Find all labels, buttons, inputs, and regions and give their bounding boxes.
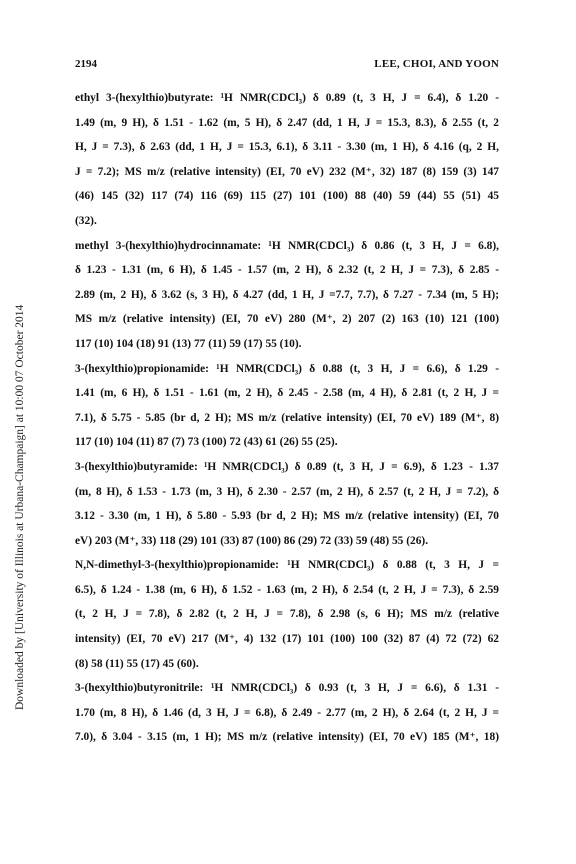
compound-name: N,N-dimethyl-3-(hexylthio)propionamide:: [75, 559, 279, 572]
line-text: ¹H NMR(CDCl₃) δ 0.93 (t, 3 H, J = 6.6), δ 1.31 -: [203, 682, 499, 695]
compound-entry: [75, 357, 499, 455]
page-header: [75, 58, 499, 74]
text-line: [75, 234, 499, 259]
text-line: (46) 145 (32) 117 (74) 116 (69) 115 (27) 101 (100) 88 (40) 59 (44) 55 (51) 45: [75, 190, 499, 203]
text-line: 1.70 (m, 8 H), δ 1.46 (d, 3 H, J = 6.8), δ 2.49 - 2.77 (m, 2 H), δ 2.64 (t, 2 H, J =: [75, 706, 499, 719]
text-line: 6.5), δ 1.24 - 1.38 (m, 6 H), δ 1.52 - 1.63 (m, 2 H), δ 2.54 (t, 2 H, J = 7.3), δ 2.59: [75, 583, 499, 596]
compound-entry: [75, 455, 499, 553]
text-line: [75, 455, 499, 480]
download-notice: Downloaded by [University of Illinois at Urbana-Champaign] at 10:00 07 October 2014: [14, 304, 26, 710]
compound-name: methyl 3-(hexylthio)hydrocinnamate:: [75, 239, 262, 252]
text-line: MS m/z (relative intensity) (EI, 70 eV) 280 (M⁺, 2) 207 (2) 163 (10) 121 (100): [75, 313, 499, 326]
compound-name: 3-(hexylthio)propionamide:: [75, 362, 209, 375]
text-line: [75, 86, 499, 111]
compound-entry: [75, 86, 499, 234]
download-watermark: [14, 150, 32, 710]
body-text: [75, 86, 499, 750]
page-number: 2194: [75, 58, 97, 70]
line-text: ¹H NMR(CDCl₃) δ 0.88 (t, 3 H, J =: [278, 559, 499, 572]
compound-name: ethyl 3-(hexylthio)butyrate:: [75, 92, 214, 104]
text-line: 117 (10) 104 (11) 87 (7) 73 (100) 72 (43) 61 (26) 55 (25).: [75, 436, 338, 449]
text-line: δ 1.23 - 1.31 (m, 6 H), δ 1.45 - 1.57 (m, 2 H), δ 2.32 (t, 2 H, J = 7.3), δ 2.85 -: [75, 264, 499, 277]
running-head: LEE, CHOI, AND YOON: [374, 58, 499, 70]
text-line: [75, 553, 499, 578]
text-line: 3.12 - 3.30 (m, 1 H), δ 5.80 - 5.93 (br d, 2 H); MS m/z (relative intensity) (EI, 70: [75, 510, 499, 523]
text-line: 1.41 (m, 6 H), δ 1.51 - 1.61 (m, 2 H), δ 2.45 - 2.58 (m, 4 H), δ 2.81 (t, 2 H, J =: [75, 387, 499, 400]
text-line: eV) 203 (M⁺, 33) 118 (29) 101 (33) 87 (100) 86 (29) 72 (33) 59 (48) 55 (26).: [75, 534, 429, 547]
line-text: ¹H NMR(CDCl₃) δ 0.88 (t, 3 H, J = 6.6), δ 1.29 -: [208, 362, 499, 375]
compound-name: 3-(hexylthio)butyronitrile:: [75, 682, 204, 695]
text-line: intensity) (EI, 70 eV) 217 (M⁺, 4) 132 (17) 101 (100) 100 (32) 87 (4) 72 (72) 62: [75, 633, 499, 646]
text-line: [75, 357, 499, 382]
text-line: J = 7.2); MS m/z (relative intensity) (EI, 70 eV) 232 (M⁺, 32) 187 (8) 159 (3) 147: [75, 165, 499, 178]
text-line: 7.1), δ 5.75 - 5.85 (br d, 2 H); MS m/z (relative intensity) (EI, 70 eV) 189 (M⁺, 8): [75, 411, 499, 424]
text-line: [75, 676, 499, 701]
text-line: 2.89 (m, 2 H), δ 3.62 (s, 3 H), δ 4.27 (dd, 1 H, J =7.7, 7.7), δ 7.27 - 7.34 (m, 5 H);: [75, 288, 499, 301]
text-line: H, J = 7.3), δ 2.63 (dd, 1 H, J = 15.3, 6.1), δ 3.11 - 3.30 (m, 1 H), δ 4.16 (q, 2 H,: [75, 141, 499, 154]
text-line: 1.49 (m, 9 H), δ 1.51 - 1.62 (m, 5 H), δ 2.47 (dd, 1 H, J = 15.3, 8.3), δ 2.55 (t, 2: [75, 116, 499, 129]
text-line: (8) 58 (11) 55 (17) 45 (60).: [75, 657, 199, 670]
text-line: (32).: [75, 214, 97, 227]
line-text: ¹H NMR(CDCl₃) δ 0.86 (t, 3 H, J = 6.8),: [261, 239, 500, 252]
compound-entry: [75, 553, 499, 676]
compound-entry: [75, 234, 499, 357]
text-line: 117 (10) 104 (18) 91 (13) 77 (11) 59 (17) 55 (10).: [75, 337, 302, 350]
compound-name: 3-(hexylthio)butyramide:: [75, 460, 198, 473]
text-line: (t, 2 H, J = 7.8), δ 2.82 (t, 2 H, J = 7.8), δ 2.98 (s, 6 H); MS m/z (relative: [75, 608, 499, 621]
line-text: ¹H NMR(CDCl₃) δ 0.89 (t, 3 H, J = 6.9), δ 1.23 - 1.37: [197, 460, 499, 473]
line-text: ¹H NMR(CDCl₃) δ 0.89 (t, 3 H, J = 6.4), δ 1.20 -: [213, 92, 500, 104]
compound-entry: [75, 676, 499, 750]
text-line: (m, 8 H), δ 1.53 - 1.73 (m, 3 H), δ 2.30 - 2.57 (m, 2 H), δ 2.57 (t, 2 H, J = 7.2), δ: [75, 485, 499, 498]
text-line: 7.0), δ 3.04 - 3.15 (m, 1 H); MS m/z (relative intensity) (EI, 70 eV) 185 (M⁺, 18): [75, 731, 499, 744]
